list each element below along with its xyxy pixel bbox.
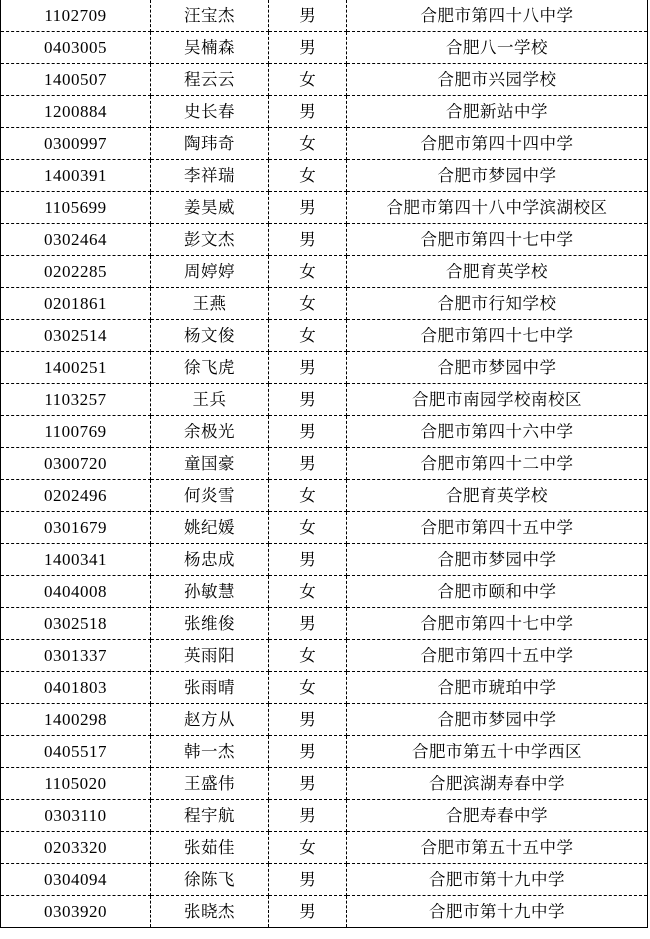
school-cell: 合肥市第四十八中学滨湖校区 (347, 192, 648, 224)
table-row (1, 640, 648, 672)
school-cell: 合肥八一学校 (347, 32, 648, 64)
school-cell: 合肥市南园学校南校区 (347, 384, 648, 416)
school-cell: 合肥市第五十五中学 (347, 832, 648, 864)
table-row (1, 896, 648, 928)
gender-cell: 男 (269, 416, 347, 448)
student-name-cell: 程云云 (151, 64, 269, 96)
student-name-cell: 杨文俊 (151, 320, 269, 352)
student-id-cell: 0302514 (1, 320, 151, 352)
gender-cell: 男 (269, 0, 347, 32)
student-id-cell: 0302464 (1, 224, 151, 256)
school-cell: 合肥市第四十七中学 (347, 320, 648, 352)
student-id-cell: 0303920 (1, 896, 151, 928)
gender-cell: 女 (269, 320, 347, 352)
gender-cell: 男 (269, 32, 347, 64)
student-name-cell: 姜昊威 (151, 192, 269, 224)
gender-cell: 女 (269, 160, 347, 192)
gender-cell: 男 (269, 608, 347, 640)
table-row (1, 736, 648, 768)
student-id-cell: 0201861 (1, 288, 151, 320)
school-cell: 合肥市行知学校 (347, 288, 648, 320)
gender-cell: 女 (269, 128, 347, 160)
student-id-cell: 1400341 (1, 544, 151, 576)
gender-cell: 女 (269, 480, 347, 512)
student-id-cell: 1102709 (1, 0, 151, 32)
table-row (1, 416, 648, 448)
roster-body (1, 0, 648, 928)
student-id-cell: 1400251 (1, 352, 151, 384)
gender-cell: 男 (269, 352, 347, 384)
gender-cell: 男 (269, 544, 347, 576)
table-row (1, 352, 648, 384)
gender-cell: 女 (269, 288, 347, 320)
student-name-cell: 汪宝杰 (151, 0, 269, 32)
gender-cell: 男 (269, 800, 347, 832)
gender-cell: 男 (269, 768, 347, 800)
student-name-cell: 姚纪媛 (151, 512, 269, 544)
student-id-cell: 0300997 (1, 128, 151, 160)
student-name-cell: 周婷婷 (151, 256, 269, 288)
school-cell: 合肥市梦园中学 (347, 352, 648, 384)
school-cell: 合肥市梦园中学 (347, 704, 648, 736)
gender-cell: 男 (269, 96, 347, 128)
student-id-cell: 0405517 (1, 736, 151, 768)
table-row (1, 256, 648, 288)
school-cell: 合肥市颐和中学 (347, 576, 648, 608)
student-id-cell: 1400507 (1, 64, 151, 96)
student-id-cell: 0304094 (1, 864, 151, 896)
table-row (1, 480, 648, 512)
student-name-cell: 孙敏慧 (151, 576, 269, 608)
table-row (1, 864, 648, 896)
table-row (1, 96, 648, 128)
student-id-cell: 0203320 (1, 832, 151, 864)
student-name-cell: 史长春 (151, 96, 269, 128)
gender-cell: 男 (269, 896, 347, 928)
table-row (1, 0, 648, 32)
gender-cell: 女 (269, 512, 347, 544)
student-id-cell: 0300720 (1, 448, 151, 480)
student-id-cell: 0303110 (1, 800, 151, 832)
school-cell: 合肥寿春中学 (347, 800, 648, 832)
student-id-cell: 1105699 (1, 192, 151, 224)
gender-cell: 男 (269, 864, 347, 896)
table-row (1, 704, 648, 736)
student-name-cell: 王盛伟 (151, 768, 269, 800)
table-row (1, 320, 648, 352)
student-name-cell: 吴楠森 (151, 32, 269, 64)
student-name-cell: 张晓杰 (151, 896, 269, 928)
table-row (1, 128, 648, 160)
school-cell: 合肥新站中学 (347, 96, 648, 128)
student-id-cell: 0301337 (1, 640, 151, 672)
gender-cell: 女 (269, 672, 347, 704)
student-id-cell: 1105020 (1, 768, 151, 800)
student-id-cell: 0404008 (1, 576, 151, 608)
school-cell: 合肥市第十九中学 (347, 896, 648, 928)
student-id-cell: 0302518 (1, 608, 151, 640)
student-name-cell: 英雨阳 (151, 640, 269, 672)
school-cell: 合肥市第五十中学西区 (347, 736, 648, 768)
gender-cell: 男 (269, 736, 347, 768)
table-row (1, 768, 648, 800)
student-name-cell: 杨忠成 (151, 544, 269, 576)
student-name-cell: 程宇航 (151, 800, 269, 832)
gender-cell: 女 (269, 576, 347, 608)
table-row (1, 32, 648, 64)
gender-cell: 女 (269, 64, 347, 96)
student-name-cell: 张维俊 (151, 608, 269, 640)
student-name-cell: 彭文杰 (151, 224, 269, 256)
gender-cell: 男 (269, 704, 347, 736)
school-cell: 合肥市第四十七中学 (347, 608, 648, 640)
student-name-cell: 李祥瑞 (151, 160, 269, 192)
table-row (1, 608, 648, 640)
table-row (1, 384, 648, 416)
student-name-cell: 赵方从 (151, 704, 269, 736)
table-row (1, 224, 648, 256)
student-id-cell: 1400391 (1, 160, 151, 192)
gender-cell: 男 (269, 384, 347, 416)
student-id-cell: 1103257 (1, 384, 151, 416)
school-cell: 合肥市第十九中学 (347, 864, 648, 896)
student-name-cell: 徐陈飞 (151, 864, 269, 896)
table-row (1, 672, 648, 704)
school-cell: 合肥市第四十八中学 (347, 0, 648, 32)
school-cell: 合肥滨湖寿春中学 (347, 768, 648, 800)
table-row (1, 192, 648, 224)
gender-cell: 女 (269, 640, 347, 672)
table-row (1, 512, 648, 544)
school-cell: 合肥市第四十六中学 (347, 416, 648, 448)
table-row (1, 160, 648, 192)
table-row (1, 288, 648, 320)
table-row (1, 576, 648, 608)
table-row (1, 800, 648, 832)
school-cell: 合肥市梦园中学 (347, 160, 648, 192)
student-id-cell: 0202496 (1, 480, 151, 512)
student-name-cell: 王兵 (151, 384, 269, 416)
table-row (1, 64, 648, 96)
student-name-cell: 韩一杰 (151, 736, 269, 768)
gender-cell: 男 (269, 448, 347, 480)
student-id-cell: 1200884 (1, 96, 151, 128)
student-name-cell: 余极光 (151, 416, 269, 448)
school-cell: 合肥市梦园中学 (347, 544, 648, 576)
student-id-cell: 0401803 (1, 672, 151, 704)
student-name-cell: 徐飞虎 (151, 352, 269, 384)
school-cell: 合肥市第四十五中学 (347, 512, 648, 544)
student-id-cell: 1100769 (1, 416, 151, 448)
student-name-cell: 张茹佳 (151, 832, 269, 864)
table-row (1, 544, 648, 576)
student-id-cell: 0202285 (1, 256, 151, 288)
school-cell: 合肥育英学校 (347, 256, 648, 288)
school-cell: 合肥市琥珀中学 (347, 672, 648, 704)
table-row (1, 448, 648, 480)
school-cell: 合肥育英学校 (347, 480, 648, 512)
table-row (1, 832, 648, 864)
school-cell: 合肥市第四十七中学 (347, 224, 648, 256)
student-name-cell: 童国豪 (151, 448, 269, 480)
school-cell: 合肥市第四十五中学 (347, 640, 648, 672)
student-name-cell: 王燕 (151, 288, 269, 320)
school-cell: 合肥市第四十四中学 (347, 128, 648, 160)
gender-cell: 男 (269, 224, 347, 256)
student-id-cell: 1400298 (1, 704, 151, 736)
gender-cell: 女 (269, 256, 347, 288)
student-name-cell: 张雨晴 (151, 672, 269, 704)
student-id-cell: 0301679 (1, 512, 151, 544)
school-cell: 合肥市第四十二中学 (347, 448, 648, 480)
school-cell: 合肥市兴园学校 (347, 64, 648, 96)
student-name-cell: 何炎雪 (151, 480, 269, 512)
student-id-cell: 0403005 (1, 32, 151, 64)
gender-cell: 男 (269, 192, 347, 224)
gender-cell: 女 (269, 832, 347, 864)
student-name-cell: 陶玮奇 (151, 128, 269, 160)
